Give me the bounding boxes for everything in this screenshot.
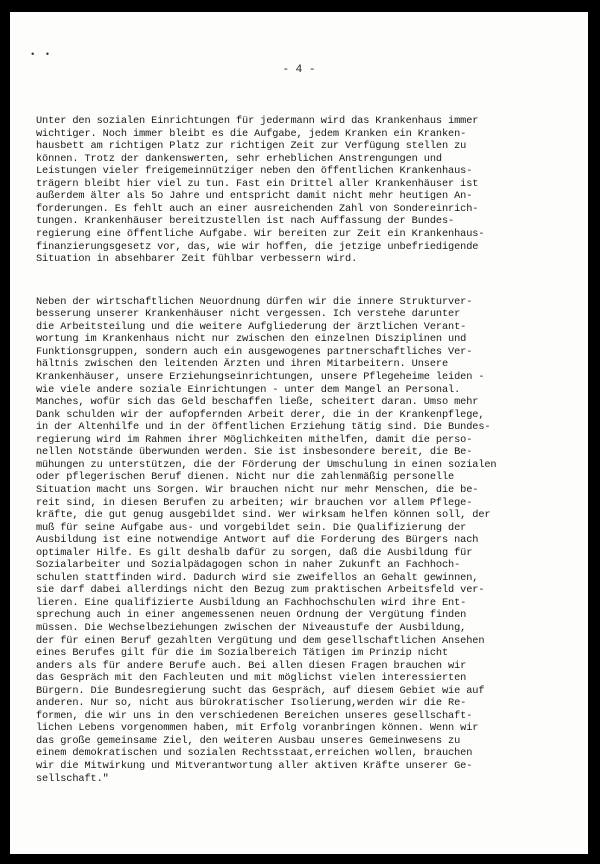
- corner-marks: • •: [30, 50, 53, 60]
- paragraph-structural-improvement: Neben der wirtschaftlichen Neuordnung dürfen wir die innere Strukturver- besserung unserer Krankenhäuser nicht vergessen. Ich verstehe darunter die Arbeitsteilung und die weitere Aufgliederung der ärztlichen Verant- wortung im Krankenhaus nicht nur zwischen den einzelnen Disziplinen und Funktionsgruppen, sondern auch ein ausgewogenes partnerschaftliches Ver- hältnis zwischen den leitenden Ärzten und ihren Mitarbeitern. Unsere Krankenhäuser, unsere Erziehungseinrichtungen, unsere Pflegeheime leiden - wie viele andere soziale Einrichtungen - unter dem Mangel an Personal. Manches, wofür sich das Geld beschaffen ließe, scheitert daran. Umso mehr Dank schulden wir der aufopfernden Arbeit derer, die in der Krankenpflege, in der Altenhilfe und in der öffentlichen Erziehung tätig sind. Die Bundes- regierung wird im Rahmen ihrer Möglichkeiten mithelfen, damit die perso- nellen Notstände überwunden werden. Sie ist insbesondere bereit, die Be- mühungen zu unterstützen, die der Förderung der Umschulung in einen sozialen oder pflegerischen Beruf dienen. Nicht nur die zahlenmäßig personelle Situation macht uns Sorgen. Wir brauchen nicht nur mehr Menschen, die be- reit sind, in diesen Berufen zu arbeiten; wir brauchen vor allem Pflege- kräfte, die gut genug ausgebildet sind. Wer wirksam helfen können soll, der muß für seine Aufgabe aus- und vorgebildet sein. Die Qualifizierung der Ausbildung ist eine notwendige Antwort auf die Forderung des Bürgers nach optimaler Hilfe. Es gilt deshalb dafür zu sorgen, daß die Ausbildung für Sozialarbeiter und Sozialpädagogen schon in naher Zukunft an Fachhoch- schulen stattfinden wird. Dadurch wird sie zweifellos an Gehalt gewinnen, sie darf dabei allerdings nicht den Bezug zum praktischen Arbeitsfeld ver- lieren. Eine qualifizierte Ausbildung an Fachhochschulen wird ihre Ent- sprechung auch in einer angemessenen neuen Ordnung der Vergütung finden müssen. Die Wechselbeziehungen zwischen der Niveaustufe der Ausbildung, der für einen Beruf gezahlten Vergütung und dem gesellschaftlichen Ansehen eines Berufes gilt für die im Sozialbereich Tätigen im Prinzip nicht anders als für andere Berufe auch. Bei allen diesen Fragen brauchen wir das Gespräch mit den Fachleuten und mit möglichst vielen interessierten Bürgern. Die Bundesregierung sucht das Gespräch, auf diesem Gebiet wie auf anderen. Nur so, nicht aus bürokratischer Isolierung,werden wir die Re- formen, die wir uns in den verschiedenen Bereichen unseres gesellschaft- lichen Lebens vorgenommen haben, mit Erfolg voranbringen können. Wenn wir das große gemeinsame Ziel, den weiteren Ausbau unseres Gemeinwesens zu einem demokratischen und sozialen Rechtsstaat,erreichen wollen, brauchen wir die Mitwirkung und Mitverantwortung aller aktiven Kräfte unserer Ge- sellschaft.": [36, 295, 497, 785]
- body-text: [36, 90, 572, 810]
- paragraph-hospitals: Unter den sozialen Einrichtungen für jedermann wird das Krankenhaus immer wichtiger. Noch immer bleibt es die Aufgabe, jedem Kranken ein Kranken- hausbett am richtigen Platz zur richtigen Zeit zur Verfügung stellen zu können. Trotz der dankenswerten, sehr erheblichen Anstrengungen und Leistungen vieler freigemeinnütziger neben den öffentlichen Krankenhaus- trägern bleibt hier viel zu tun. Fast ein Drittel aller Krankenhäuser ist außerdem älter als 5o Jahre und entspricht damit nicht mehr heutigen An- forderungen. Es fehlt auch an einer ausreichenden Zahl von Sondereinrich- tungen. Krankenhäuser bereitzustellen ist nach Auffassung der Bundes- regierung eine öffentliche Aufgabe. Wir bereiten zur Zeit ein Krankenhaus- finanzierungsgesetz vor, das, wie wir hoffen, die jetzige unbefriedigende Situation in absehbarer Zeit fühlbar verbessern wird.: [36, 115, 485, 266]
- page-number: - 4 -: [282, 64, 316, 76]
- document-page: [10, 12, 588, 854]
